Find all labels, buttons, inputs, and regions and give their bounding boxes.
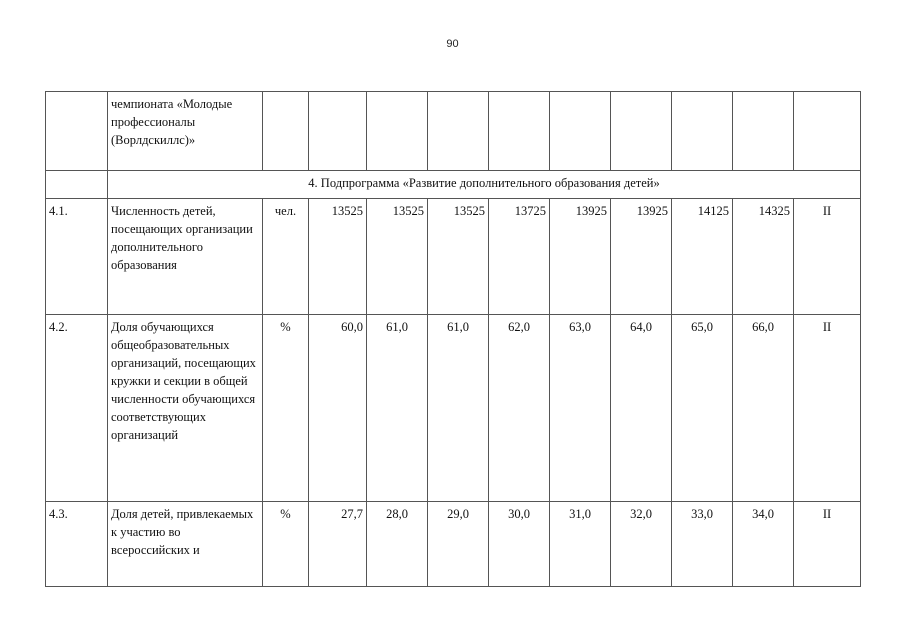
row-number-cell <box>46 171 108 199</box>
value-cell <box>672 92 733 171</box>
value-7: 33,0 <box>672 502 733 587</box>
continuation-row <box>46 92 861 171</box>
table-row <box>46 502 861 587</box>
unit: чел. <box>263 199 309 315</box>
value-7: 14125 <box>672 199 733 315</box>
value-1: 27,7 <box>309 502 367 587</box>
value-2: 28,0 <box>367 502 428 587</box>
value-3: 29,0 <box>428 502 489 587</box>
value-1: 60,0 <box>309 315 367 502</box>
value-6: 13925 <box>611 199 672 315</box>
value-5: 31,0 <box>550 502 611 587</box>
kind-cell <box>794 92 861 171</box>
row-number: 4.1. <box>46 199 108 315</box>
indicator-name: Доля детей, привлекаемых к участию во всероссийских и <box>108 502 263 587</box>
value-7: 65,0 <box>672 315 733 502</box>
value-cell <box>309 92 367 171</box>
table-row <box>46 199 861 315</box>
value-3: 13525 <box>428 199 489 315</box>
value-6: 64,0 <box>611 315 672 502</box>
indicators-table <box>45 91 861 587</box>
value-8: 34,0 <box>733 502 794 587</box>
page-number: 90 <box>446 38 459 50</box>
section-row <box>46 171 861 199</box>
unit: % <box>263 315 309 502</box>
value-2: 13525 <box>367 199 428 315</box>
value-cell <box>611 92 672 171</box>
value-5: 63,0 <box>550 315 611 502</box>
value-2: 61,0 <box>367 315 428 502</box>
indicator-kind: II <box>794 199 861 315</box>
value-cell <box>489 92 550 171</box>
value-6: 32,0 <box>611 502 672 587</box>
value-4: 30,0 <box>489 502 550 587</box>
value-cell <box>550 92 611 171</box>
value-8: 14325 <box>733 199 794 315</box>
value-cell <box>733 92 794 171</box>
indicator-kind: II <box>794 315 861 502</box>
value-cell <box>367 92 428 171</box>
row-number: 4.3. <box>46 502 108 587</box>
indicator-kind: II <box>794 502 861 587</box>
row-number-cell <box>46 92 108 171</box>
indicator-name-cell: чемпионата «Молодые профессионалы (Ворлдскиллс)» <box>108 92 263 171</box>
value-1: 13525 <box>309 199 367 315</box>
unit-cell <box>263 92 309 171</box>
value-4: 13725 <box>489 199 550 315</box>
value-8: 66,0 <box>733 315 794 502</box>
indicator-name: Численность детей, посещающих организации дополнительного образования <box>108 199 263 315</box>
table-row <box>46 315 861 502</box>
value-4: 62,0 <box>489 315 550 502</box>
row-number: 4.2. <box>46 315 108 502</box>
section-title: 4. Подпрограмма «Развитие дополнительного образования детей» <box>108 171 861 199</box>
indicator-name: Доля обучающихся общеобразовательных организаций, посещающих кружки и секции в общей численности обучающихся соответствующих организаций <box>108 315 263 502</box>
value-5: 13925 <box>550 199 611 315</box>
unit: % <box>263 502 309 587</box>
value-cell <box>428 92 489 171</box>
value-3: 61,0 <box>428 315 489 502</box>
